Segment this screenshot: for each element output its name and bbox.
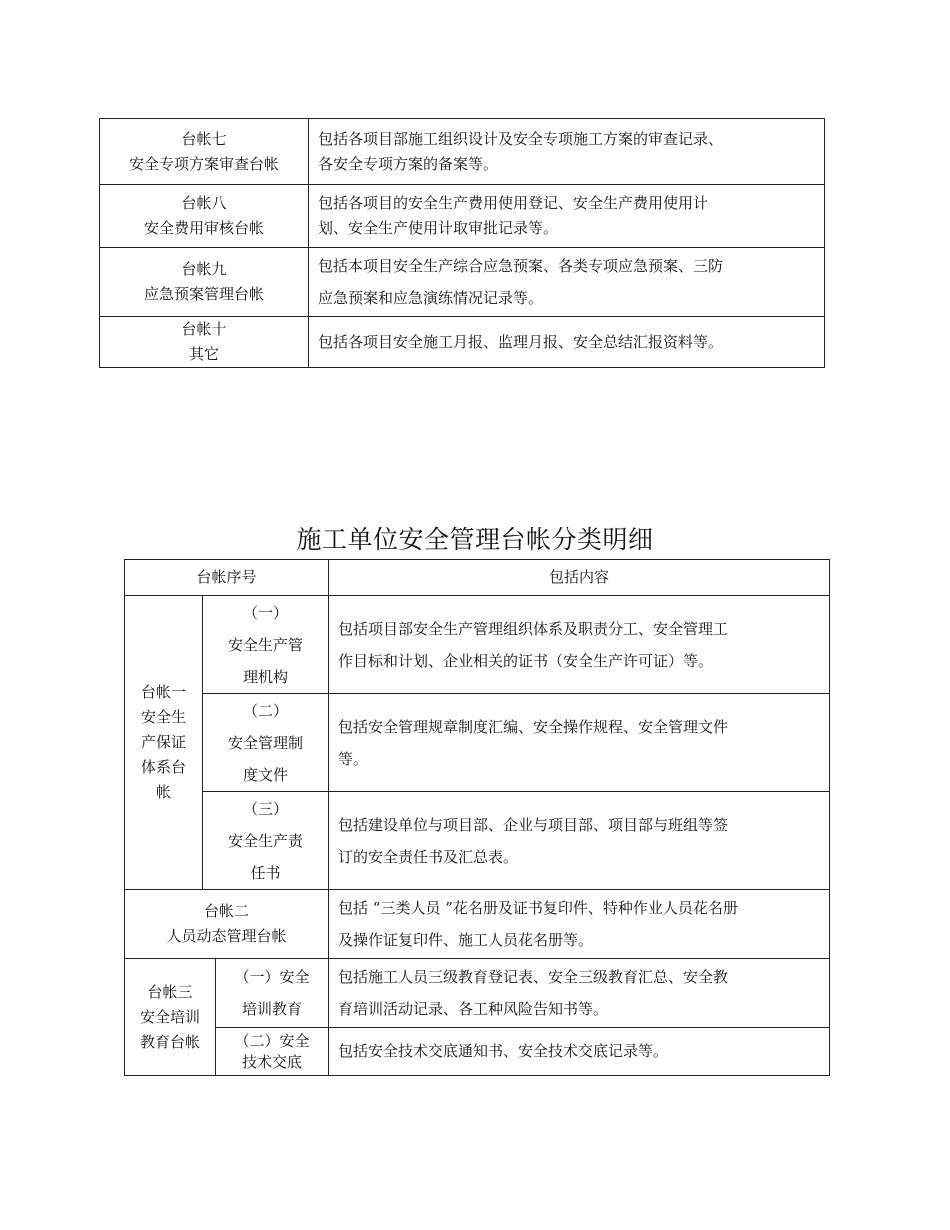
ledger3-name-cell	[125, 959, 216, 1076]
sub-item-number: （一）	[243, 603, 289, 622]
ledger-content-cell	[309, 317, 825, 368]
ledger-content-cell	[329, 596, 830, 694]
ledger-number: 台帐八	[181, 194, 227, 212]
ledger-title: 其它	[188, 345, 219, 363]
table-row	[125, 890, 830, 959]
table-row	[125, 792, 830, 890]
sub-item-title: 安全管理制	[228, 733, 304, 752]
table-row	[100, 317, 825, 368]
content-line: 包括各项目部施工组织设计及安全专项施工方案的审查记录、	[318, 129, 724, 148]
ledger-number: 台帐一	[140, 683, 186, 701]
content-line: 应急预案和应急演练情况记录等。	[318, 289, 544, 307]
ledger-content-cell	[309, 248, 825, 317]
ledger-content-cell	[309, 119, 825, 185]
ledger-title-line: 体系台	[140, 758, 186, 776]
header-content: 包括内容	[329, 560, 830, 596]
content-line: 包括安全技术交底通知书、安全技术交底记录等。	[338, 1042, 669, 1060]
content-line: 包括各项目安全施工月报、监理月报、安全总结汇报资料等。	[318, 332, 724, 351]
ledger-content-cell	[329, 1028, 830, 1076]
content-line: 订的安全责任书及汇总表。	[338, 847, 519, 866]
content-line: 育培训活动记录、各工种风险告知书等。	[338, 1000, 609, 1018]
sub-item-title: 安全生产管	[228, 635, 304, 654]
sub-item-title: 度文件	[243, 765, 289, 784]
header-ledger-number: 台帐序号	[125, 560, 329, 596]
content-line: 包括施工人员三级教育登记表、安全三级教育汇总、安全教	[338, 968, 729, 986]
table-header-row	[125, 560, 830, 596]
sub-item-title: （二）安全	[234, 1031, 310, 1050]
ledger-title-line: 产保证	[140, 733, 186, 751]
ledger-number: 台帐九	[181, 260, 227, 278]
content-line: 各安全专项方案的备案等。	[318, 154, 499, 173]
sub-item-number: （三）	[243, 799, 289, 818]
sub-item-number: （二）	[243, 701, 289, 720]
table-row	[100, 248, 825, 317]
ledger1-name-cell	[125, 596, 203, 890]
content-line: 等。	[338, 749, 369, 768]
ledger-content-cell	[329, 792, 830, 890]
content-line: 作目标和计划、企业相关的证书（安全生产许可证）等。	[338, 651, 714, 670]
ledger-table-continued	[99, 118, 825, 368]
sub-item-title: 理机构	[243, 667, 289, 686]
ledger-name-cell	[100, 119, 309, 185]
content-line: 包括 “三类人员 ”花名册及证书复印件、特种作业人员花名册	[338, 899, 738, 917]
sub-item-title: 技术交底	[242, 1052, 303, 1071]
table-row	[125, 596, 830, 694]
table-row	[125, 1028, 830, 1076]
ledger-number: 台帐七	[181, 129, 227, 148]
sub-item-title: 任书	[250, 863, 281, 882]
table-row	[125, 959, 830, 1028]
ledger-content-cell	[329, 890, 830, 959]
content-line: 包括本项目安全生产综合应急预案、各类专项应急预案、三防	[318, 257, 724, 275]
sub-item-title: 安全生产责	[228, 831, 304, 850]
ledger-title-line: 帐	[155, 783, 171, 801]
ledger-name-cell	[100, 185, 309, 248]
ledger-title-line: 安全生	[140, 708, 186, 726]
ledger-content-cell	[309, 185, 825, 248]
document-title: 施工单位安全管理台帐分类明细	[296, 525, 654, 554]
content-line: 划、安全生产使用计取审批记录等。	[318, 219, 559, 237]
table-row	[125, 694, 830, 792]
sub-item-cell	[203, 792, 329, 890]
ledger-name-cell	[100, 317, 309, 368]
ledger-content-cell	[329, 959, 830, 1028]
ledger-classification-table	[124, 559, 830, 1076]
sub-item-cell	[216, 1028, 329, 1076]
sub-item-title: 培训教育	[242, 1000, 303, 1018]
ledger-title: 应急预案管理台帐	[143, 285, 264, 303]
ledger-content-cell	[329, 694, 830, 792]
ledger-number: 台帐二	[204, 902, 250, 920]
sub-item-title: （一）安全	[234, 968, 310, 986]
content-line: 包括各项目的安全生产费用使用登记、安全生产费用使用计	[318, 194, 709, 212]
ledger2-name-cell	[125, 890, 329, 959]
ledger-number: 台帐三	[147, 982, 193, 1001]
ledger-title-line: 教育台帐	[139, 1032, 200, 1051]
content-line: 及操作证复印件、施工人员花名册等。	[338, 931, 594, 949]
ledger-name-cell	[100, 248, 309, 317]
ledger-title: 安全费用审核台帐	[143, 219, 264, 237]
ledger-title: 安全专项方案审查台帐	[128, 154, 279, 173]
table-row	[100, 119, 825, 185]
content-line: 包括建设单位与项目部、企业与项目部、项目部与班组等签	[338, 815, 729, 834]
content-line: 包括项目部安全生产管理组织体系及职责分工、安全管理工	[338, 619, 729, 638]
table-row	[100, 185, 825, 248]
ledger-title-line: 安全培训	[139, 1007, 200, 1026]
sub-item-cell	[203, 596, 329, 694]
ledger-number: 台帐十	[181, 320, 227, 338]
ledger-title: 人员动态管理台帐	[166, 927, 287, 945]
sub-item-cell	[203, 694, 329, 792]
content-line: 包括安全管理规章制度汇编、安全操作规程、安全管理文件	[338, 717, 729, 736]
sub-item-cell	[216, 959, 329, 1028]
